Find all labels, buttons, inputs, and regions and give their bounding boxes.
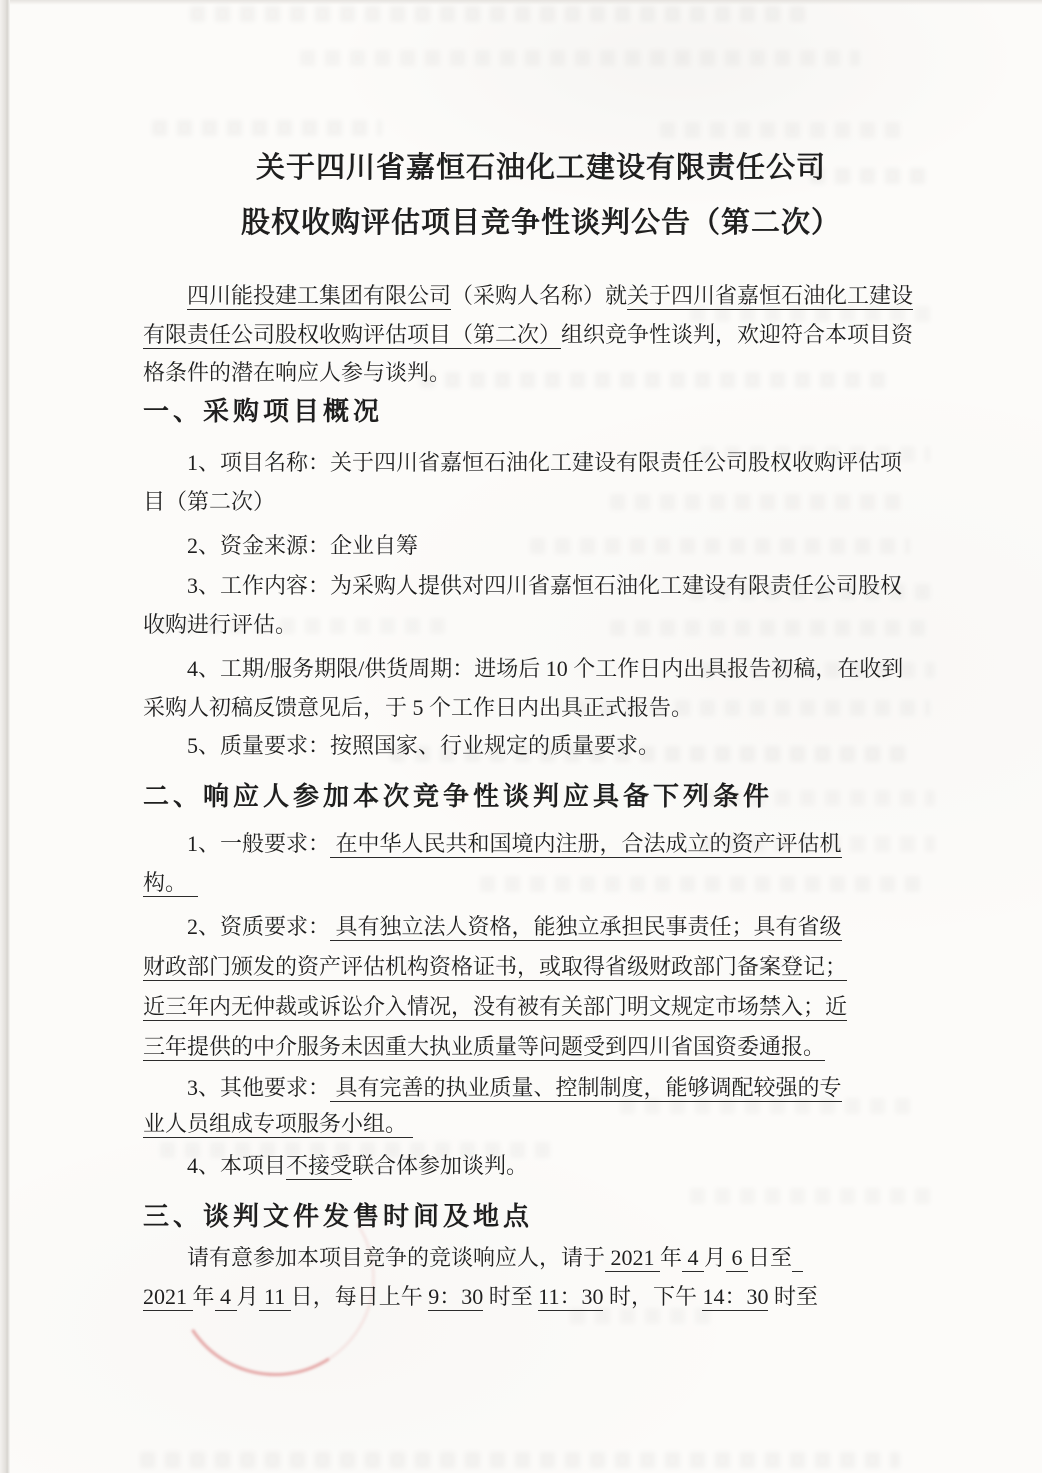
document-title-line-1: 关于四川省嘉恒石油化工建设有限责任公司 bbox=[255, 152, 826, 184]
text-line: 请有意参加本项目竞争的竞谈响应人，请于 2021 年 4 月 6 日至 bbox=[143, 1239, 943, 1278]
scan-artifact bbox=[152, 120, 382, 136]
text-line: 3、工作内容：为采购人提供对四川省嘉恒石油化工建设有限责任公司股权 bbox=[187, 573, 903, 598]
section-2-item-1 bbox=[143, 825, 943, 902]
section-3-date-paragraph bbox=[143, 1239, 943, 1316]
section-1-item-3 bbox=[143, 567, 943, 644]
section-1-item-1 bbox=[143, 444, 943, 521]
text-line: 有限责任公司股权收购评估项目（第二次）组织竞争性谈判，欢迎符合本项目资 bbox=[143, 321, 914, 347]
section-1-item-4 bbox=[143, 650, 943, 727]
section-2-item-2 bbox=[143, 907, 943, 1067]
text-line: 1、项目名称：关于四川省嘉恒石油化工建设有限责任公司股权收购评估项 bbox=[187, 450, 903, 475]
section-2-heading: 二、响应人参加本次竞争性谈判应具备下列条件 bbox=[143, 781, 774, 811]
section-1-item-5 bbox=[143, 727, 943, 766]
scan-edge-top bbox=[10, 0, 1042, 5]
scan-artifact bbox=[140, 1452, 900, 1468]
text-line: 格条件的潜在响应人参与谈判。 bbox=[143, 360, 452, 385]
text-line: 构。 bbox=[143, 869, 199, 895]
intro-paragraph bbox=[143, 277, 943, 393]
text-line: 财政部门颁发的资产评估机构资格证书，或取得省级财政部门备案登记； bbox=[143, 954, 848, 979]
text-line: 三年提供的中介服务未因重大执业质量等问题受到四川省国资委通报。 bbox=[143, 1034, 826, 1059]
text-line: 目（第二次） bbox=[143, 488, 276, 514]
text-line: 2021 年 4 月 11 日，每日上午 9：30 时至 11：30 时，下午 14：30 时至 bbox=[143, 1283, 818, 1309]
text-line: 收购进行评估。 bbox=[143, 611, 298, 637]
text-line: 1、一般要求： 在中华人民共和国境内注册，合法成立的资产评估机 bbox=[187, 831, 842, 856]
scan-edge-left bbox=[0, 0, 10, 1473]
text-line: 四川能投建工集团有限公司（采购人名称）就关于四川省嘉恒石油化工建设 bbox=[187, 283, 914, 308]
text-line: 4、工期/服务期限/供货周期：进场后 10 个工作日内出具报告初稿，在收到 bbox=[187, 656, 904, 681]
text-line: 2、资质要求： 具有独立法人资格，能独立承担民事责任；具有省级 bbox=[187, 914, 842, 939]
section-1-item-2 bbox=[143, 527, 943, 566]
section-2-item-3 bbox=[143, 1070, 943, 1142]
section-2-item-4 bbox=[143, 1147, 943, 1186]
text-line: 2、资金来源：企业自筹 bbox=[187, 533, 419, 558]
scan-artifact bbox=[190, 6, 810, 22]
text-line: 4、本项目不接受联合体参加谈判。 bbox=[187, 1153, 529, 1178]
text-line: 3、其他要求： 具有完善的执业质量、控制制度，能够调配较强的专 bbox=[187, 1075, 842, 1100]
section-3-heading: 三、谈判文件发售时间及地点 bbox=[143, 1201, 534, 1231]
text-line: 5、质量要求：按照国家、行业规定的质量要求。 bbox=[187, 733, 661, 758]
document-title-line-2: 股权收购评估项目竞争性谈判公告（第二次） bbox=[240, 207, 841, 239]
text-line: 业人员组成专项服务小组。 bbox=[143, 1111, 413, 1136]
scan-artifact bbox=[660, 122, 910, 138]
scan-artifact bbox=[300, 50, 860, 66]
section-1-heading: 一、采购项目概况 bbox=[143, 396, 384, 426]
text-line: 采购人初稿反馈意见后，于 5 个工作日内出具正式报告。 bbox=[143, 694, 694, 720]
text-line: 近三年内无仲裁或诉讼介入情况，没有被有关部门明文规定市场禁入；近 bbox=[143, 994, 848, 1019]
